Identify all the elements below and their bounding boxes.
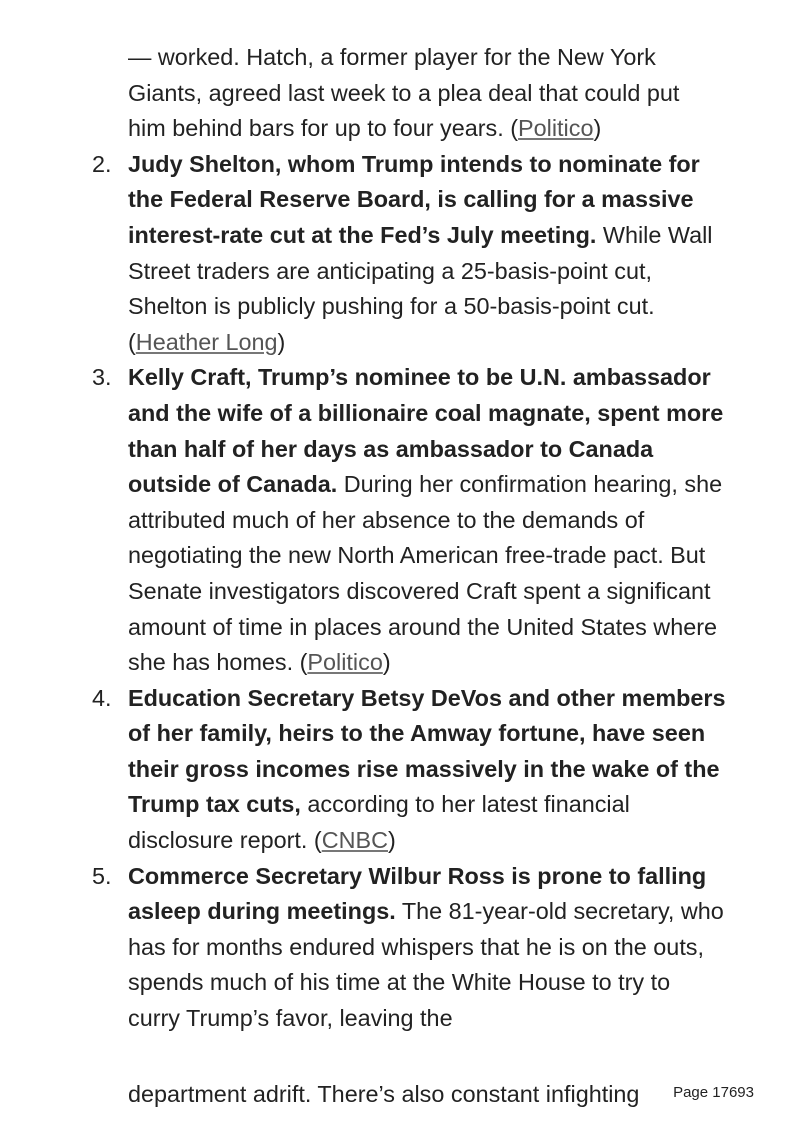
news-list — [92, 147, 728, 1037]
article-body — [92, 40, 728, 1037]
source-link-politico[interactable]: Politico — [307, 649, 383, 676]
list-item-headline: Kelly Craft, Trump’s nominee to be U.N. ambassador and the wife of a billionaire coal magnate, spent more than half of her days as ambassador to Canada outside of Canada. — [128, 364, 724, 498]
source-link-heather-long[interactable]: Heather Long — [135, 328, 278, 355]
list-item-number: 3. — [92, 364, 112, 391]
source-link-politico[interactable]: Politico — [518, 115, 594, 142]
list-item-number: 2. — [92, 150, 112, 177]
page-number: Page 17693 — [673, 1084, 754, 1101]
list-item-close-paren: ) — [382, 649, 391, 676]
intro-close-paren: ) — [593, 115, 602, 142]
list-item-close-paren: ) — [277, 328, 286, 355]
clipped-text: department adrift. There’s also constant infighting — [128, 1081, 640, 1107]
list-item-body: During her confirmation hearing, she attributed much of her absence to the demands of negotiating the new North American free-trade pact. But Senate investigators discovered Craft spent a significant amount of time in places around the United States where she has homes. ( — [128, 471, 723, 676]
list-item — [92, 147, 728, 361]
list-item — [92, 681, 728, 859]
source-link-cnbc[interactable]: CNBC — [321, 827, 388, 854]
intro-line-3: him behind bars for up to four years. ( — [128, 115, 519, 142]
intro-line-2: Giants, agreed last week to a plea deal that could put — [128, 79, 680, 106]
intro-paragraph — [128, 40, 728, 147]
list-item-body: according to her latest financial disclosure report. ( — [128, 791, 630, 854]
list-item-close-paren: ) — [387, 827, 396, 854]
list-item — [92, 859, 728, 1037]
clipped-text-line — [128, 1070, 688, 1107]
list-item-headline: Commerce Secretary Wilbur Ross is prone to falling asleep during meetings. — [128, 862, 707, 925]
intro-line-1: — worked. Hatch, a former player for the New York — [128, 44, 656, 70]
list-item-number: 5. — [92, 862, 112, 889]
list-item-headline: Education Secretary Betsy DeVos and other members of her family, heirs to the Amway fortune, have seen their gross incomes rise massively in the wake of the Trump tax cuts, — [128, 684, 726, 818]
list-item-headline: Judy Shelton, whom Trump intends to nominate for the Federal Reserve Board, is calling for a massive interest-rate cut at the Fed’s July meeting. — [128, 150, 700, 248]
list-item — [92, 360, 728, 680]
list-item-number: 4. — [92, 684, 112, 711]
list-item-body: While Wall Street traders are anticipating a 25-basis-point cut, Shelton is publicly pushing for a 50-basis-point cut. ( — [128, 221, 713, 355]
list-item-body: The 81-year-old secretary, who has for months endured whispers that he is on the outs, spends much of his time at the White House to try to curry Trump’s favor, leaving the — [128, 898, 724, 1032]
